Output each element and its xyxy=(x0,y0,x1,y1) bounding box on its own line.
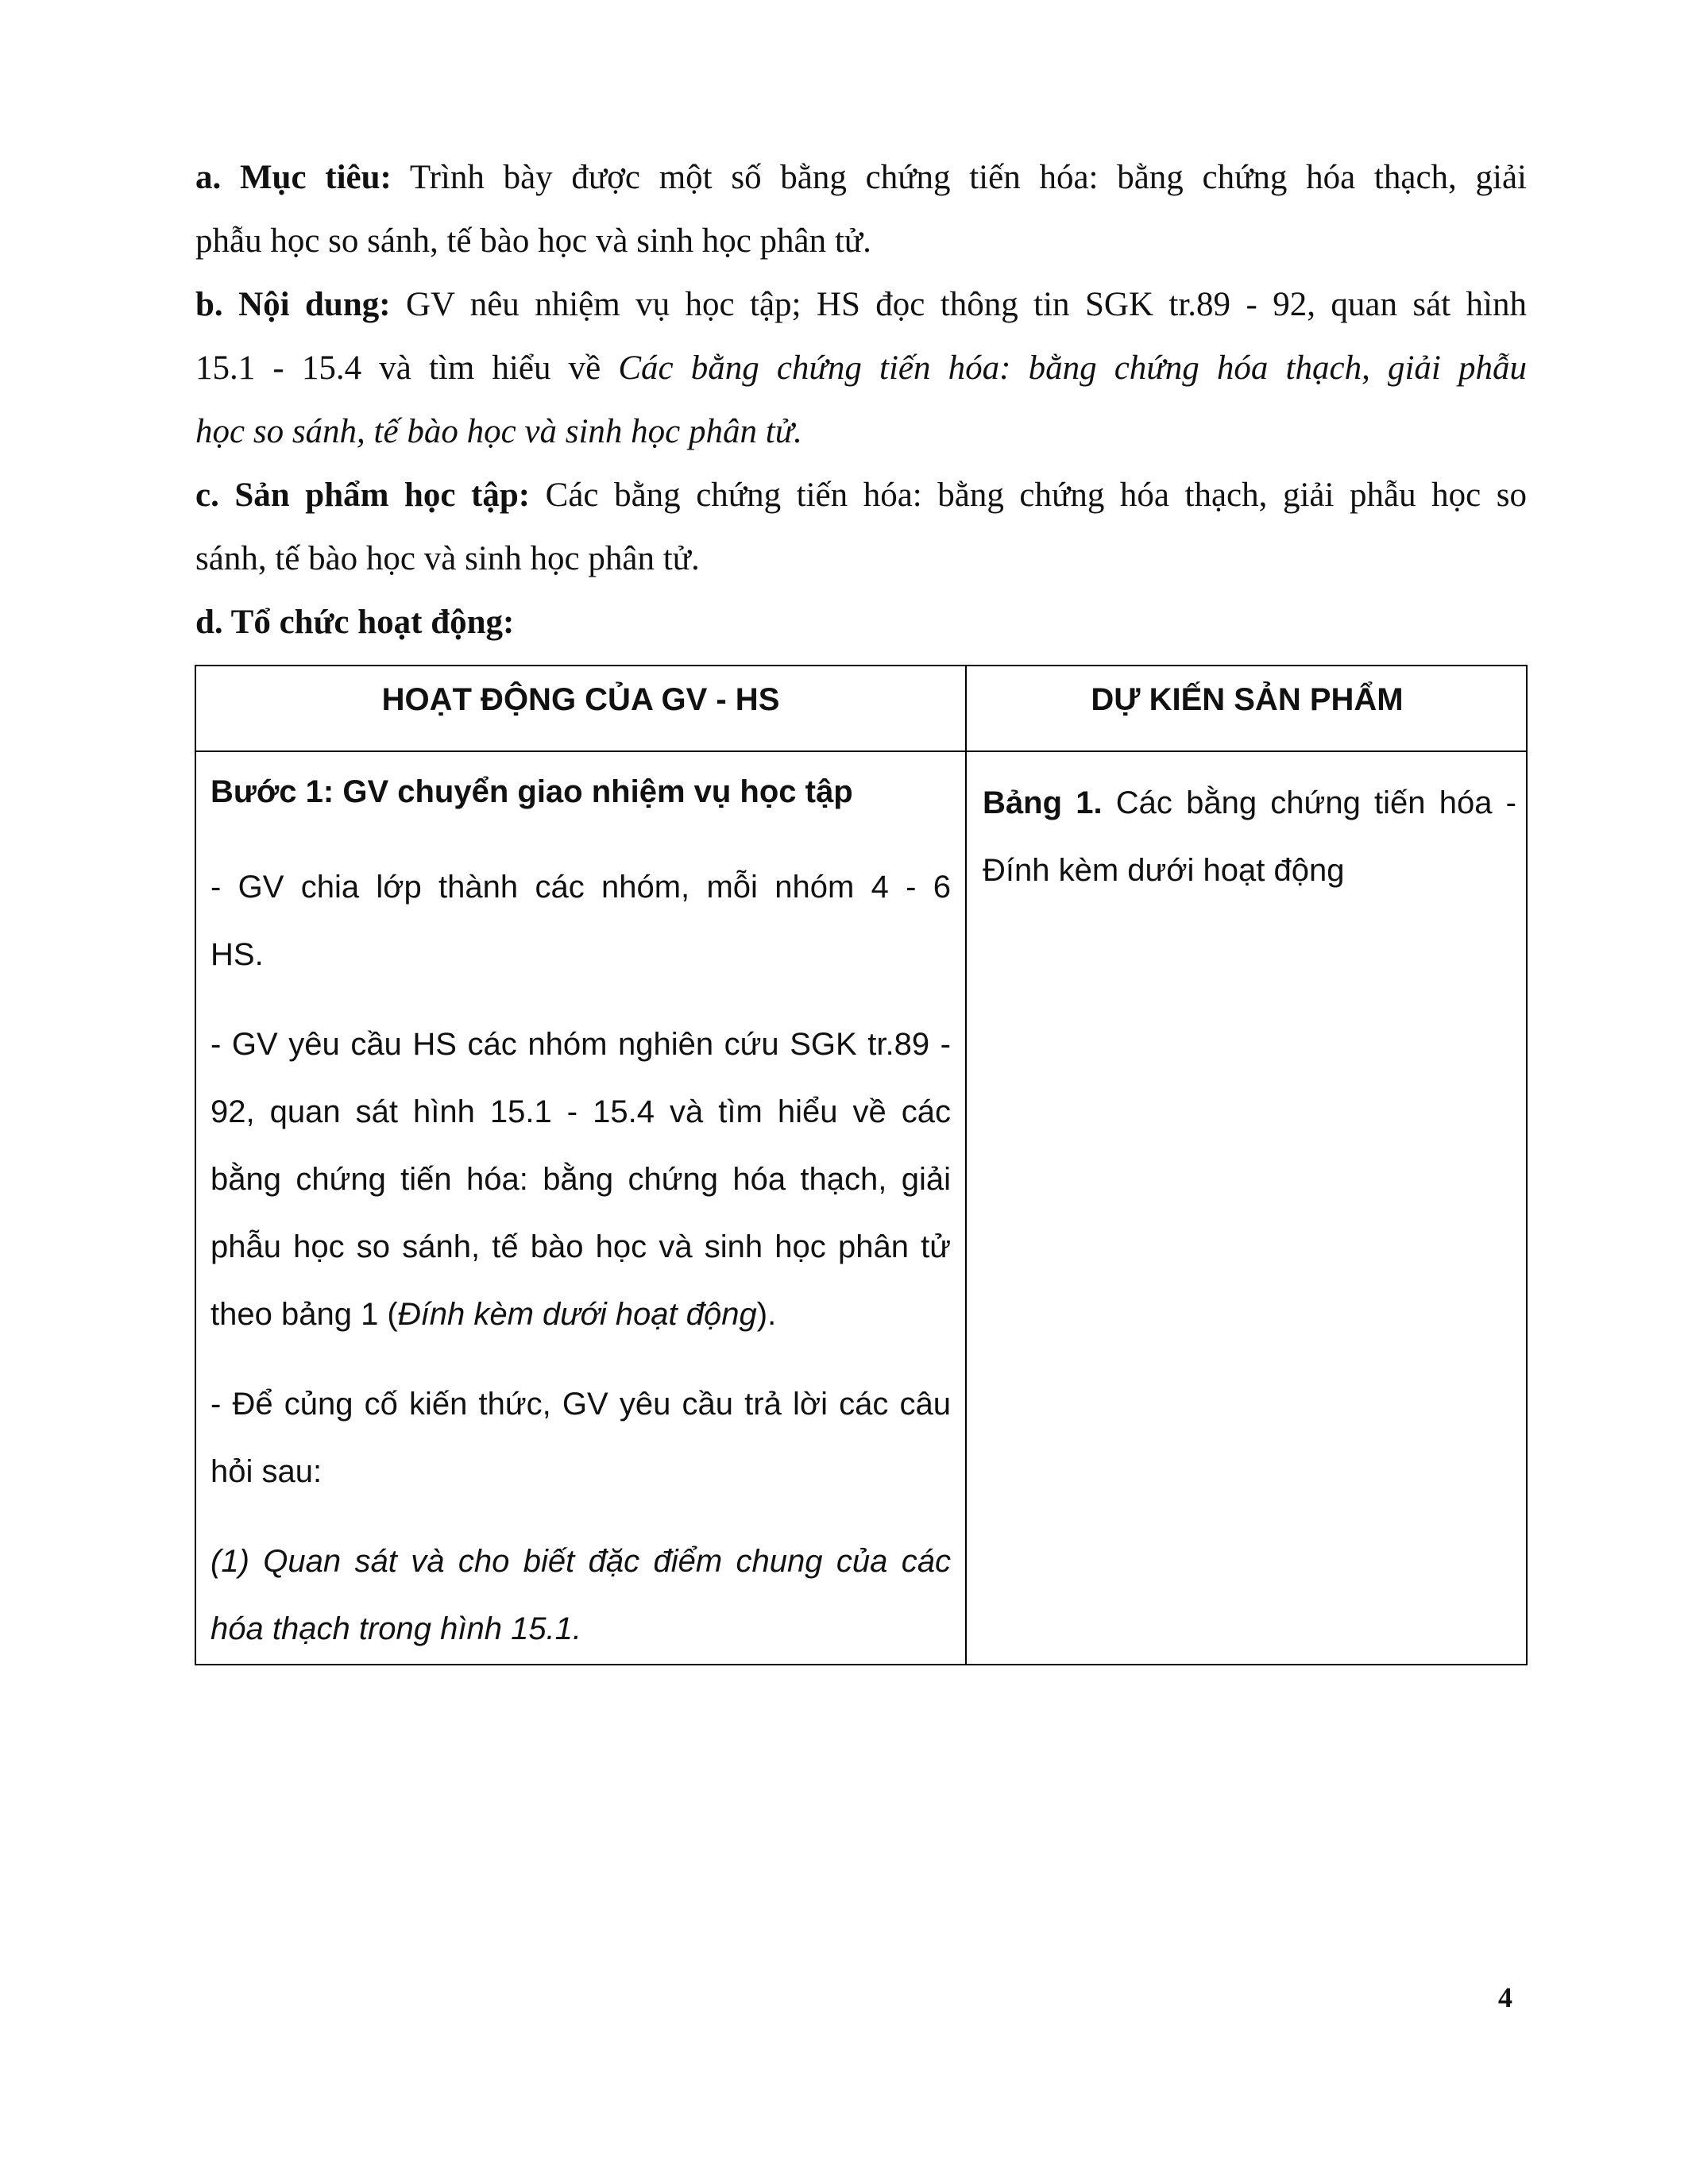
paragraph-gap xyxy=(211,1349,951,1371)
section-b-text-2: 15.1 - 15.4 và tìm hiểu về xyxy=(195,349,619,387)
section-a-line-1 xyxy=(195,146,1527,210)
task-research-line-4: phẫu học so sánh, tế bào học và sinh học phân tử xyxy=(211,1229,951,1264)
section-a-label: a. Mục tiêu: xyxy=(195,159,392,196)
task-research-line-2: 92, quan sát hình 15.1 - 15.4 và tìm hiểu về các xyxy=(211,1094,951,1129)
product-line-1 xyxy=(983,770,1516,837)
section-a-objective xyxy=(195,146,1527,273)
section-c-line-2: sánh, tế bào học và sinh học phân tử. xyxy=(195,540,700,577)
section-c-text-1: Các bằng chứng tiến hóa: bằng chứng hóa thạch, giải phẫu học so xyxy=(530,477,1528,514)
task-group-line-1: - GV chia lớp thành các nhóm, mỗi nhóm 4 - 6 xyxy=(211,870,951,905)
product-text-1: Các bằng chứng tiến hóa - xyxy=(1102,785,1516,820)
question-1-text-2: hóa thạch trong hình 15.1. xyxy=(211,1611,582,1646)
paragraph-gap xyxy=(211,989,951,1011)
section-b-text-1: GV nêu nhiệm vụ học tập; HS đọc thông tin SGK tr.89 - 92, quan sát hình xyxy=(390,286,1527,323)
product-line-2: Đính kèm dưới hoạt động xyxy=(983,853,1345,888)
task-research-text: theo bảng 1 ( xyxy=(211,1297,398,1332)
section-b-label: b. Nội dung: xyxy=(195,286,391,323)
task-group-line-2: HS. xyxy=(211,937,264,972)
page-number: 4 xyxy=(1498,1981,1512,2013)
section-b-italic-3: học so sánh, tế bào học và sinh học phân tử. xyxy=(195,413,802,450)
task-research-end: ). xyxy=(756,1297,777,1332)
table-cell-expected-products xyxy=(983,770,1516,905)
section-a-line-2: phẫu học so sánh, tế bào học và sinh học phân tử. xyxy=(195,222,871,260)
table-column-divider xyxy=(965,666,967,1664)
section-d-organization xyxy=(195,591,1527,654)
step-1-title: Bước 1: GV chuyển giao nhiệm vụ học tập xyxy=(211,774,853,809)
section-c-label: c. Sản phẩm học tập: xyxy=(195,477,531,514)
section-d-line-1 xyxy=(195,591,1527,654)
table-header-divider xyxy=(196,751,1526,752)
section-d-label: d. Tổ chức hoạt động: xyxy=(195,604,515,641)
section-b-content xyxy=(195,273,1527,464)
task-research-line-1: - GV yêu cầu HS các nhóm nghiên cứu SGK tr.89 - xyxy=(211,1027,951,1062)
table-cell-activities xyxy=(211,770,951,1663)
section-c-product xyxy=(195,464,1527,591)
section-c-line-1 xyxy=(195,464,1527,527)
section-b-line-1 xyxy=(195,273,1527,337)
question-1-text-1: (1) Quan sát và cho biết đặc điểm chung của các xyxy=(211,1544,951,1579)
task-questions-line-1: - Để củng cố kiến thức, GV yêu cầu trả lời các câu xyxy=(211,1387,951,1422)
paragraph-gap xyxy=(211,1506,951,1528)
task-research-line-5 xyxy=(211,1281,951,1349)
section-b-italic-2: Các bằng chứng tiến hóa: bằng chứng hóa thạch, giải phẫu xyxy=(618,349,1527,387)
section-a-text-1: Trình bày được một số bằng chứng tiến hóa: bằng chứng hóa thạch, giải xyxy=(391,159,1528,196)
task-research-line-3: bằng chứng tiến hóa: bằng chứng hóa thạch, giải xyxy=(211,1162,951,1197)
product-label: Bảng 1. xyxy=(983,785,1103,820)
table-header-activities: HOẠT ĐỘNG CỦA GV - HS xyxy=(381,682,780,717)
task-research-italic: Đính kèm dưới hoạt động xyxy=(397,1297,757,1332)
activity-table xyxy=(195,665,1528,1665)
table-header-expected-products: DỰ KIẾN SẢN PHẨM xyxy=(1091,682,1404,717)
section-b-line-3 xyxy=(195,400,1527,464)
task-questions-line-2: hỏi sau: xyxy=(211,1454,323,1489)
question-1-line-1 xyxy=(211,1528,951,1596)
section-b-line-2 xyxy=(195,337,1527,400)
question-1-line-2 xyxy=(211,1596,951,1663)
